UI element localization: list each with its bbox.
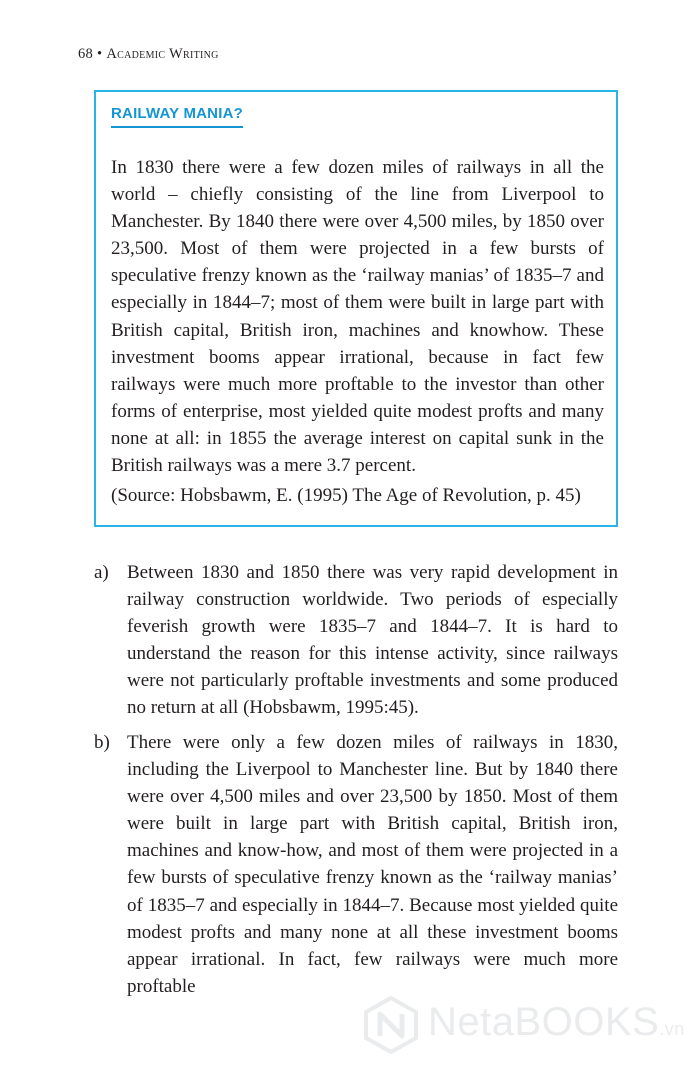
box-title: RAILWAY MANIA? <box>111 105 243 128</box>
answer-text: There were only a few dozen miles of railways in 1830, including the Liverpool to Manchester line. But by 1840 there were over 4,500 miles and over 23,500 by 1850. Most of them were built in large part with British capital, British iron, machines and know-how, and most of them were projected in a few bursts of speculative frenzy known as the ‘railway manias’ of 1835–7 and especially in 1844–7. Because most yielded quite modest profts and many none at all these investment booms appear irrational. In fact, few railways were much more proftable <box>127 732 618 997</box>
netabooks-logo-icon <box>362 996 420 1054</box>
watermark-tld: .vn <box>659 1019 685 1039</box>
answer-label: a) <box>94 562 109 583</box>
answer-label: b) <box>94 732 110 753</box>
header-separator: • <box>97 46 103 62</box>
answer-text: Between 1830 and 1850 there was very rapid development in railway construction worldwide. Two periods of especially feverish growth were 1835–7 and 1844–7. It is hard to understand the reason for this intense activity, since railways were not particularly proftable investments and some produced no return at all (Hobsbawm, 1995:45). <box>127 562 618 719</box>
quotation-box <box>94 90 618 527</box>
answer-b <box>94 729 618 1000</box>
book-title: Academic Writing <box>106 46 219 62</box>
box-body-text: In 1830 there were a few dozen miles of railways in all the world – chiefly consisting of the line from Liverpool to Manchester. By 1840 there were over 4,500 miles, by 1850 over 23,500. Most of them were projected in a few bursts of speculative frenzy known as the ‘railway manias’ of 1835–7 and especially in 1844–7; most of them were built in large part with British capital, British iron, machines and knowhow. These investment booms appear irrational, because in fact few railways were much more proftable to the investor than other forms of enterprise, most yielded quite modest profts and many none at all: in 1855 the average interest on capital sunk in the British railways was a mere 3.7 percent. <box>111 157 604 477</box>
running-head <box>78 46 219 63</box>
page-number: 68 <box>78 46 94 62</box>
watermark-text <box>428 1000 685 1045</box>
watermark <box>362 996 685 1054</box>
watermark-brand: NetaBOOKS <box>428 1000 660 1044</box>
answer-a <box>94 559 618 722</box>
box-source: (Source: Hobsbawm, E. (1995) The Age of Revolution, p. 45) <box>111 485 581 506</box>
